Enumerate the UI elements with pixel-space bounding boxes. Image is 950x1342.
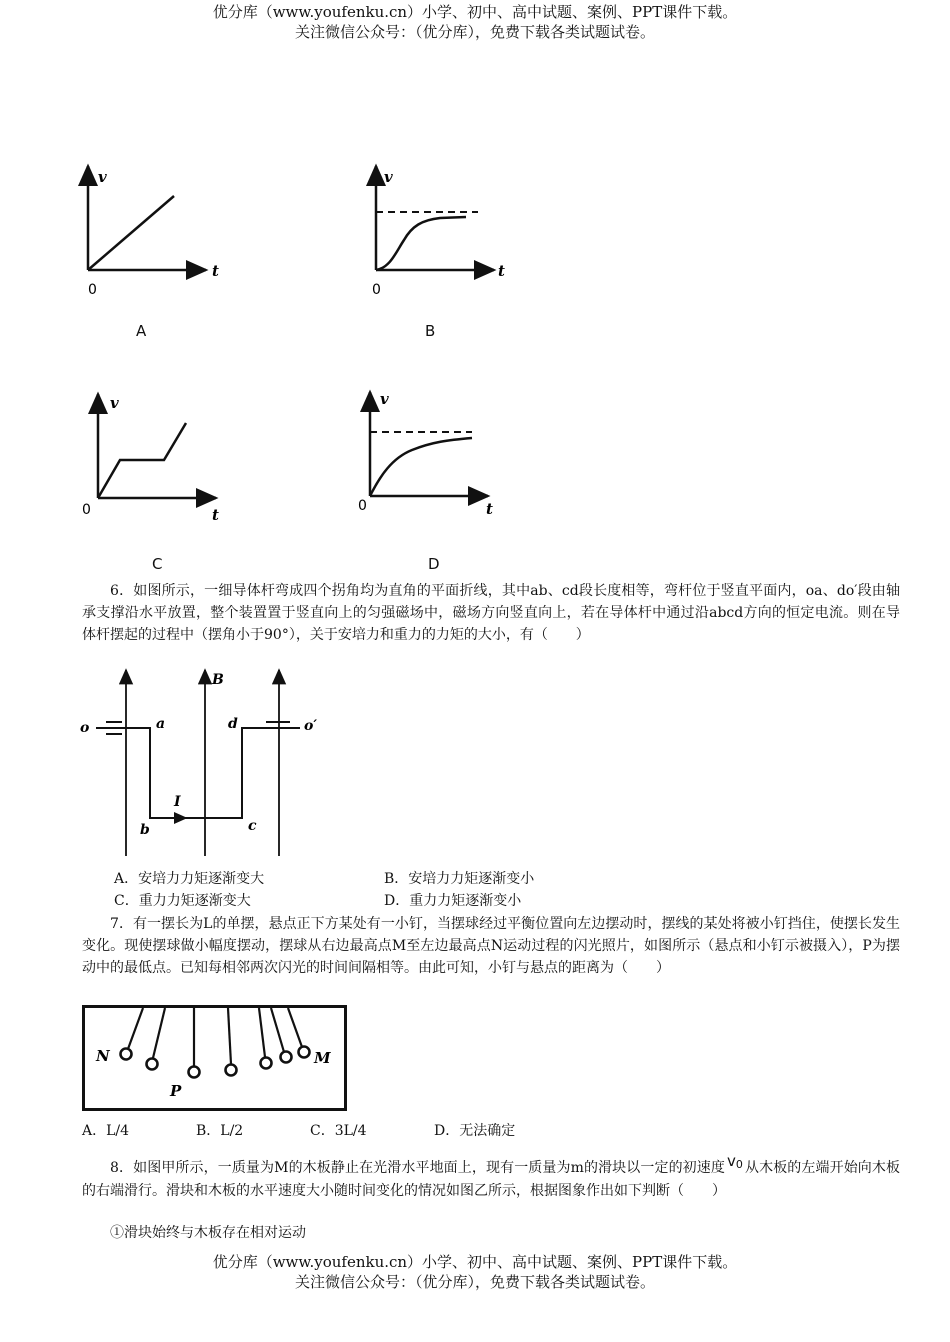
- q6-label-b-field: B: [212, 672, 224, 688]
- graph-d-axis-v: v: [380, 390, 389, 408]
- q7-option-c[interactable]: C．3L/4: [310, 1123, 367, 1139]
- question-6-text: 6．如图所示，一细导体杆弯成四个拐角均为直角的平面折线，其中ab、cd段长度相等，弯杆位于竖直平面内，oa、do′段由轴承支撑沿水平放置，整个装置置于竖直向上的匀强磁场中，磁场方向竖直向上，若在导体杆中通过沿abcd方向的恒定电流。则在导体杆摆起的过程中（摆角小于90°），关于安培力和重力的力矩的大小，有（ ）: [82, 583, 900, 643]
- v0-symbol: [727, 1152, 743, 1170]
- graph-d-origin: 0: [358, 498, 367, 514]
- graph-a-label: A: [136, 322, 147, 340]
- graph-a-origin: 0: [88, 282, 97, 298]
- graph-b-axis-t: t: [498, 262, 505, 280]
- graph-a-axis-t: t: [212, 262, 219, 280]
- graph-b-axis-v: v: [384, 168, 393, 186]
- q6-label-a: a: [156, 716, 166, 732]
- graph-d: [352, 388, 512, 528]
- q6-option-a[interactable]: A．安培力力矩逐渐变大: [114, 871, 265, 887]
- q7-label-m: M: [314, 1049, 331, 1067]
- q7-option-d[interactable]: D．无法确定: [434, 1123, 516, 1139]
- q6-figure: [78, 660, 338, 860]
- page-header-line1: 优分库（www.youfenku.cn）小学、初中、高中试题、案例、PPT课件下载。: [212, 3, 738, 21]
- q6-label-current: I: [174, 794, 181, 810]
- page-footer-line1: 优分库（www.youfenku.cn）小学、初中、高中试题、案例、PPT课件下载。: [212, 1253, 738, 1271]
- question-8-text: [82, 1152, 901, 1202]
- page-footer-line2: 关注微信公众号：（优分库），免费下载各类试题试卷。: [294, 1273, 655, 1291]
- graph-c-origin: 0: [82, 502, 91, 518]
- v0-letter: v: [727, 1152, 736, 1170]
- graph-d-label: D: [428, 555, 440, 573]
- q7-option-a[interactable]: A．L/4: [82, 1123, 130, 1139]
- q7-label-p: P: [170, 1082, 182, 1100]
- page-header-line2: 关注微信公众号：（优分库），免费下载各类试题试卷。: [294, 23, 655, 41]
- q6-option-b[interactable]: B．安培力力矩逐渐变小: [384, 871, 535, 887]
- q6-label-o: o: [80, 720, 90, 736]
- q6-option-c[interactable]: C．重力力矩逐渐变大: [114, 893, 251, 909]
- graph-a: [70, 160, 230, 300]
- question-8-text-a: 8．如图甲所示，一质量为M的木板静止在光滑水平地面上，现有一质量为m的滑块以一定的初速度: [110, 1160, 725, 1176]
- question-7-text: 7．有一摆长为L的单摆，悬点正下方某处有一小钉，当摆球经过平衡位置向左边摆动时，摆线的某处将被小钉挡住，使摆长发生变化。现使摆球做小幅度摆动，摆球从右边最高点M至左边最高点N运动过程的闪光照片，如图所示（悬点和小钉示被摄入），P为摆动中的最低点。已知每相邻两次闪光的时间间隔相等。由此可知，小钉与悬点的距离为（ ）: [82, 916, 900, 976]
- q7-figure: [82, 1005, 348, 1111]
- graph-c-axis-v: v: [110, 394, 119, 412]
- v0-subscript: 0: [735, 1158, 743, 1171]
- graph-c-axis-t: t: [212, 506, 219, 524]
- question-8-item-1: ①滑块始终与木板存在相对运动: [110, 1225, 306, 1241]
- q6-label-o-prime: o′: [304, 718, 318, 734]
- graph-d-axis-t: t: [486, 500, 493, 518]
- q6-option-d[interactable]: D．重力力矩逐渐变小: [384, 893, 522, 909]
- graph-c-label: C: [152, 555, 163, 573]
- graph-b: [358, 160, 518, 300]
- graph-c: [80, 390, 240, 530]
- q7-label-n: N: [96, 1047, 110, 1065]
- graph-b-label: B: [425, 322, 436, 340]
- graph-a-axis-v: v: [98, 168, 107, 186]
- q7-option-b[interactable]: B．L/2: [196, 1123, 244, 1139]
- q6-label-d: d: [228, 716, 238, 732]
- q6-label-c: c: [248, 818, 257, 834]
- q6-label-b: b: [140, 822, 150, 838]
- question-8-text-b: 从木板的左端开始向木板的右端滑行。滑块和木板的水平速度大小随时间变化的情况如图乙所示，根据图象作出如下判断（ ）: [82, 1160, 901, 1199]
- graph-b-origin: 0: [372, 282, 381, 298]
